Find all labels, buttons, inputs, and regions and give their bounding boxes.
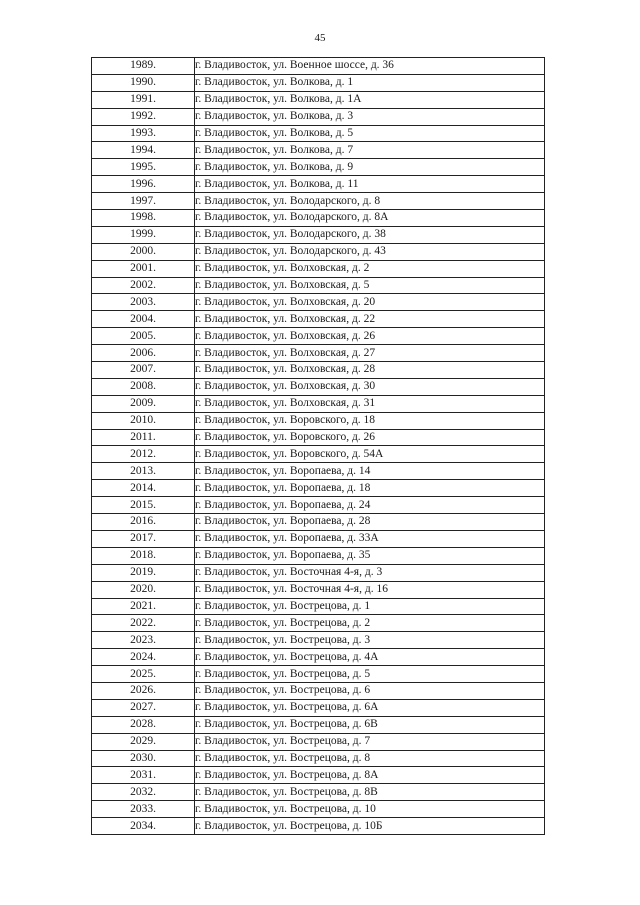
row-number-cell: 2033. — [92, 801, 195, 818]
address-cell: г. Владивосток, ул. Волховская, д. 27 — [195, 345, 545, 362]
address-cell: г. Владивосток, ул. Вострецова, д. 10Б — [195, 818, 545, 835]
row-number-cell: 1989. — [92, 58, 195, 75]
row-number-cell: 1991. — [92, 91, 195, 108]
row-number-cell: 2007. — [92, 362, 195, 379]
table-row — [92, 615, 545, 632]
row-number-cell: 2022. — [92, 615, 195, 632]
table-row — [92, 716, 545, 733]
address-cell: г. Владивосток, ул. Воропаева, д. 33А — [195, 530, 545, 547]
table-row — [92, 243, 545, 260]
table-row — [92, 277, 545, 294]
row-number-cell: 1990. — [92, 74, 195, 91]
row-number-cell: 2017. — [92, 530, 195, 547]
row-number-cell: 2019. — [92, 564, 195, 581]
table-row — [92, 818, 545, 835]
address-cell: г. Владивосток, ул. Волховская, д. 20 — [195, 294, 545, 311]
table-row — [92, 108, 545, 125]
row-number-cell: 2030. — [92, 750, 195, 767]
address-cell: г. Владивосток, ул. Вострецова, д. 6А — [195, 699, 545, 716]
address-cell: г. Владивосток, ул. Волховская, д. 5 — [195, 277, 545, 294]
row-number-cell: 2015. — [92, 497, 195, 514]
row-number-cell: 2004. — [92, 311, 195, 328]
address-cell: г. Владивосток, ул. Восточная 4-я, д. 16 — [195, 581, 545, 598]
address-cell: г. Владивосток, ул. Волховская, д. 2 — [195, 260, 545, 277]
row-number-cell: 1992. — [92, 108, 195, 125]
table-row — [92, 480, 545, 497]
address-cell: г. Владивосток, ул. Волховская, д. 22 — [195, 311, 545, 328]
table-row — [92, 260, 545, 277]
table-row — [92, 125, 545, 142]
address-cell: г. Владивосток, ул. Волховская, д. 31 — [195, 395, 545, 412]
row-number-cell: 2001. — [92, 260, 195, 277]
row-number-cell: 2002. — [92, 277, 195, 294]
table-row — [92, 632, 545, 649]
table-row — [92, 91, 545, 108]
row-number-cell: 2027. — [92, 699, 195, 716]
table-row — [92, 58, 545, 75]
address-cell: г. Владивосток, ул. Вострецова, д. 6В — [195, 716, 545, 733]
row-number-cell: 2013. — [92, 463, 195, 480]
table-row — [92, 328, 545, 345]
row-number-cell: 2010. — [92, 412, 195, 429]
table-row — [92, 682, 545, 699]
row-number-cell: 2008. — [92, 378, 195, 395]
address-cell: г. Владивосток, ул. Вострецова, д. 8В — [195, 784, 545, 801]
table-row — [92, 463, 545, 480]
row-number-cell: 1996. — [92, 176, 195, 193]
table-row — [92, 564, 545, 581]
address-cell: г. Владивосток, ул. Волкова, д. 1 — [195, 74, 545, 91]
table-row — [92, 598, 545, 615]
table-row — [92, 74, 545, 91]
row-number-cell: 2023. — [92, 632, 195, 649]
table-row — [92, 395, 545, 412]
row-number-cell: 1998. — [92, 210, 195, 227]
address-cell: г. Владивосток, ул. Волкова, д. 11 — [195, 176, 545, 193]
row-number-cell: 1995. — [92, 159, 195, 176]
row-number-cell: 1999. — [92, 226, 195, 243]
row-number-cell: 2009. — [92, 395, 195, 412]
address-table — [91, 57, 545, 835]
table-row — [92, 497, 545, 514]
address-cell: г. Владивосток, ул. Вострецова, д. 2 — [195, 615, 545, 632]
row-number-cell: 2016. — [92, 514, 195, 531]
address-cell: г. Владивосток, ул. Воропаева, д. 18 — [195, 480, 545, 497]
table-row — [92, 514, 545, 531]
row-number-cell: 2018. — [92, 547, 195, 564]
address-cell: г. Владивосток, ул. Володарского, д. 38 — [195, 226, 545, 243]
row-number-cell: 2031. — [92, 767, 195, 784]
address-cell: г. Владивосток, ул. Вострецова, д. 6 — [195, 682, 545, 699]
address-cell: г. Владивосток, ул. Волкова, д. 5 — [195, 125, 545, 142]
row-number-cell: 2029. — [92, 733, 195, 750]
table-row — [92, 784, 545, 801]
table-row — [92, 311, 545, 328]
address-cell: г. Владивосток, ул. Вострецова, д. 3 — [195, 632, 545, 649]
table-row — [92, 581, 545, 598]
address-cell: г. Владивосток, ул. Воропаева, д. 24 — [195, 497, 545, 514]
table-row — [92, 159, 545, 176]
table-row — [92, 345, 545, 362]
address-cell: г. Владивосток, ул. Волкова, д. 7 — [195, 142, 545, 159]
address-cell: г. Владивосток, ул. Вострецова, д. 7 — [195, 733, 545, 750]
address-cell: г. Владивосток, ул. Воровского, д. 54А — [195, 446, 545, 463]
table-row — [92, 362, 545, 379]
row-number-cell: 2006. — [92, 345, 195, 362]
table-row — [92, 294, 545, 311]
table-row — [92, 210, 545, 227]
address-cell: г. Владивосток, ул. Володарского, д. 8 — [195, 193, 545, 210]
row-number-cell: 2032. — [92, 784, 195, 801]
table-row — [92, 429, 545, 446]
address-cell: г. Владивосток, ул. Волховская, д. 28 — [195, 362, 545, 379]
page-number: 45 — [314, 32, 326, 44]
address-cell: г. Владивосток, ул. Вострецова, д. 4А — [195, 649, 545, 666]
address-cell: г. Владивосток, ул. Вострецова, д. 8 — [195, 750, 545, 767]
table-row — [92, 699, 545, 716]
address-cell: г. Владивосток, ул. Вострецова, д. 1 — [195, 598, 545, 615]
address-cell: г. Владивосток, ул. Воропаева, д. 35 — [195, 547, 545, 564]
row-number-cell: 2003. — [92, 294, 195, 311]
row-number-cell: 1994. — [92, 142, 195, 159]
table-row — [92, 649, 545, 666]
address-cell: г. Владивосток, ул. Володарского, д. 43 — [195, 243, 545, 260]
row-number-cell: 2028. — [92, 716, 195, 733]
table-row — [92, 226, 545, 243]
row-number-cell: 2024. — [92, 649, 195, 666]
address-cell: г. Владивосток, ул. Военное шоссе, д. 36 — [195, 58, 545, 75]
table-row — [92, 142, 545, 159]
row-number-cell: 2014. — [92, 480, 195, 497]
table-row — [92, 378, 545, 395]
address-cell: г. Владивосток, ул. Вострецова, д. 5 — [195, 666, 545, 683]
address-cell: г. Владивосток, ул. Вострецова, д. 8А — [195, 767, 545, 784]
address-cell: г. Владивосток, ул. Восточная 4-я, д. 3 — [195, 564, 545, 581]
table-row — [92, 446, 545, 463]
row-number-cell: 1997. — [92, 193, 195, 210]
table-row — [92, 666, 545, 683]
address-cell: г. Владивосток, ул. Воропаева, д. 14 — [195, 463, 545, 480]
row-number-cell: 2012. — [92, 446, 195, 463]
table-row — [92, 530, 545, 547]
address-cell: г. Владивосток, ул. Волкова, д. 3 — [195, 108, 545, 125]
table-row — [92, 193, 545, 210]
address-cell: г. Владивосток, ул. Володарского, д. 8А — [195, 210, 545, 227]
row-number-cell: 2000. — [92, 243, 195, 260]
row-number-cell: 2011. — [92, 429, 195, 446]
address-cell: г. Владивосток, ул. Волкова, д. 1А — [195, 91, 545, 108]
table-row — [92, 547, 545, 564]
address-cell: г. Владивосток, ул. Воровского, д. 18 — [195, 412, 545, 429]
address-cell: г. Владивосток, ул. Воропаева, д. 28 — [195, 514, 545, 531]
row-number-cell: 2005. — [92, 328, 195, 345]
table-row — [92, 801, 545, 818]
row-number-cell: 2021. — [92, 598, 195, 615]
row-number-cell: 2026. — [92, 682, 195, 699]
address-cell: г. Владивосток, ул. Воровского, д. 26 — [195, 429, 545, 446]
table-row — [92, 412, 545, 429]
table-row — [92, 750, 545, 767]
table-row — [92, 767, 545, 784]
row-number-cell: 2025. — [92, 666, 195, 683]
table-row — [92, 176, 545, 193]
address-cell: г. Владивосток, ул. Волховская, д. 26 — [195, 328, 545, 345]
address-cell: г. Владивосток, ул. Волховская, д. 30 — [195, 378, 545, 395]
address-table-body — [92, 58, 545, 835]
address-cell: г. Владивосток, ул. Вострецова, д. 10 — [195, 801, 545, 818]
row-number-cell: 2034. — [92, 818, 195, 835]
row-number-cell: 1993. — [92, 125, 195, 142]
address-cell: г. Владивосток, ул. Волкова, д. 9 — [195, 159, 545, 176]
row-number-cell: 2020. — [92, 581, 195, 598]
table-row — [92, 733, 545, 750]
